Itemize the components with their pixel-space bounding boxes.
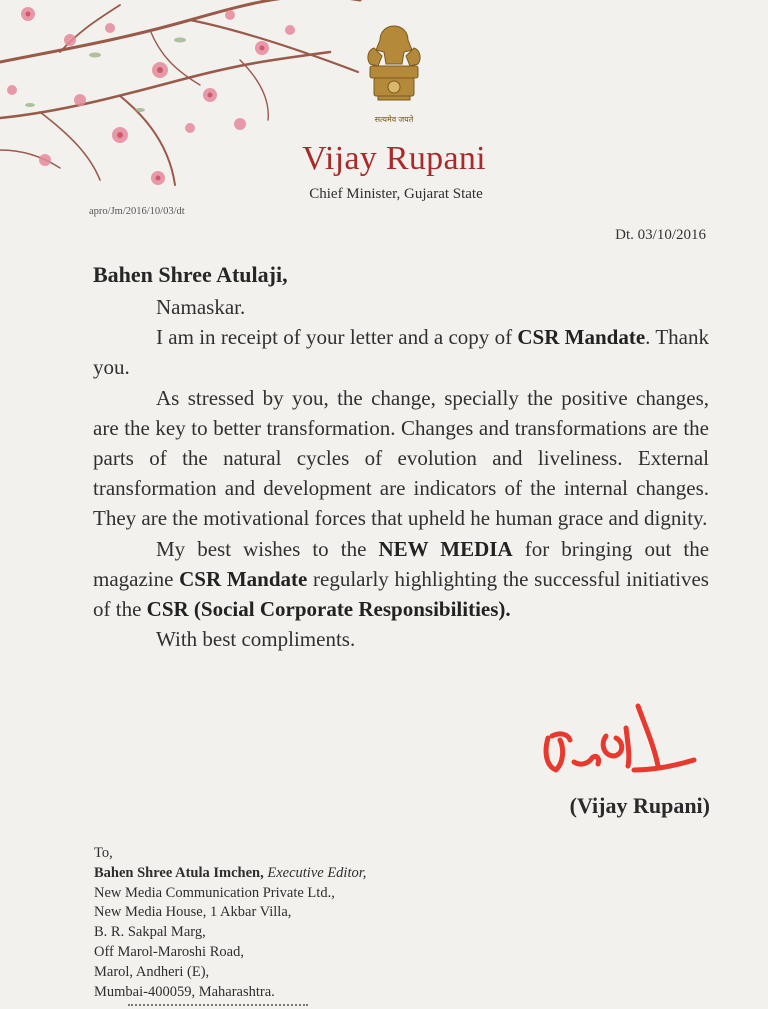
address-line: New Media Communication Private Ltd., xyxy=(94,884,335,901)
address-line: Marol, Andheri (E), xyxy=(94,963,210,980)
recipient-line: Bahen Shree Atula Imchen, Executive Editor, xyxy=(94,864,367,881)
recipient-address xyxy=(94,844,366,1002)
letter-date: Dt. 03/10/2016 xyxy=(615,227,706,243)
emblem-motto: सत्यमेव जयते xyxy=(374,115,414,124)
address-line: B. R. Sakpal Marg, xyxy=(94,924,206,941)
letter-body xyxy=(93,292,709,654)
handwritten-signature xyxy=(534,700,704,800)
letterhead-designation: Chief Minister, Gujarat State xyxy=(309,186,483,202)
greeting: Namaskar. xyxy=(156,295,246,319)
address-line: Off Marol-Maroshi Road, xyxy=(94,943,244,960)
address-to: To, xyxy=(94,845,113,861)
address-line: New Media House, 1 Akbar Villa, xyxy=(94,904,292,921)
address-line: Mumbai-400059, Maharashtra. xyxy=(94,983,275,1000)
paragraph-1: I am in receipt of your letter and a copy of CSR Mandate. Thank you. xyxy=(93,325,709,380)
reference-number: apro/Jm/2016/10/03/dt xyxy=(89,206,185,217)
paragraph-3: My best wishes to the NEW MEDIA for bringing out the magazine CSR Mandate regularly highlighting the successful initiatives of the CSR (Social Corporate Responsibilities). xyxy=(93,536,710,622)
paragraph-2: As stressed by you, the change, specially the positive changes, are the key to better transformation. Changes and transformations are the parts of the natural cycles of evolution and liveliness. External transformation and development are indicators of the internal changes. They are the motivational forces that upheld he human grace and dignity. xyxy=(93,385,709,531)
closing: With best compliments. xyxy=(156,627,356,652)
signatory-name: (Vijay Rupani) xyxy=(569,793,710,818)
cut-off-line xyxy=(128,1000,328,1009)
letterhead-name: Vijay Rupani xyxy=(302,140,486,177)
salutation: Bahen Shree Atulaji, xyxy=(93,262,288,287)
